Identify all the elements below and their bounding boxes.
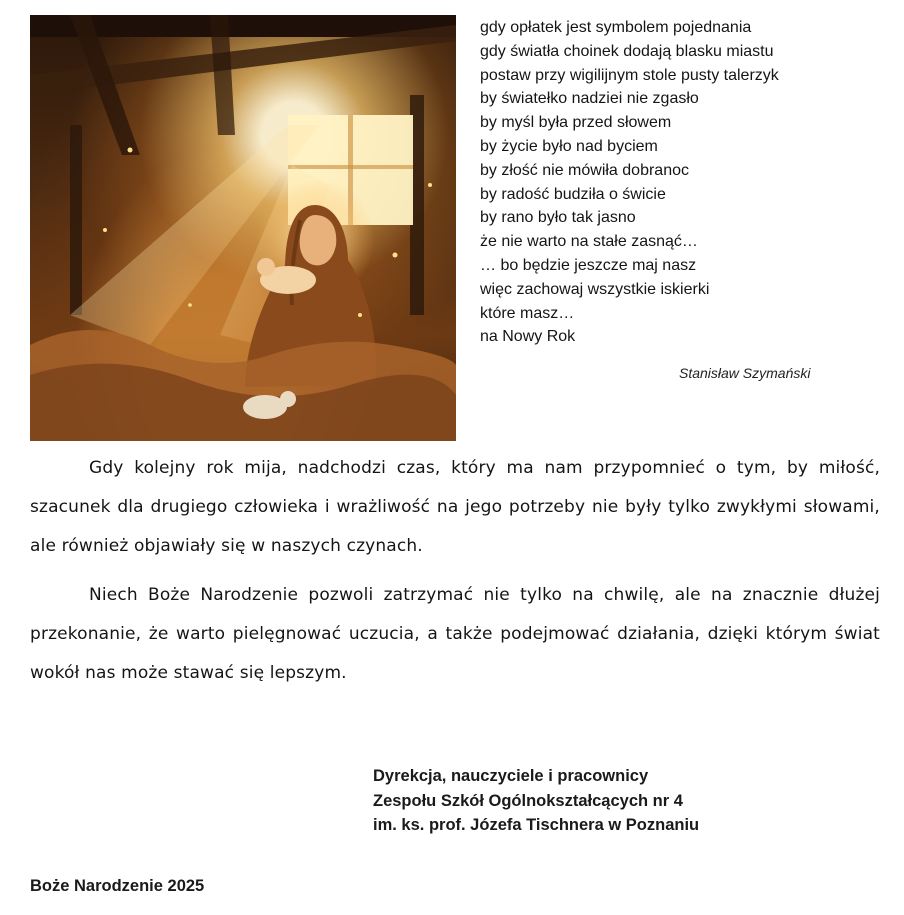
poem-line: które masz… <box>480 304 575 322</box>
window-frame <box>288 165 413 169</box>
signature-line: im. ks. prof. Józefa Tischnera w Poznaniu <box>373 816 700 834</box>
poem-line: by radość budziła o świcie <box>480 185 666 203</box>
signature-line: Dyrekcja, nauczyciele i pracownicy <box>373 767 649 785</box>
footer-date: Boże Narodzenie 2025 <box>30 877 205 895</box>
poem <box>480 16 880 349</box>
poem-line: by rano było tak jasno <box>480 209 636 227</box>
poem-line: by życie było nad byciem <box>480 137 658 155</box>
poem-line: by światełko nadziei nie zgasło <box>480 90 699 108</box>
body-paragraph-1: Gdy kolejny rok mija, nadchodzi czas, który ma nam przypomnieć o tym, by miłość, szacunek dla drugiego człowieka i wrażliwość na jego potrzeby nie były tylko zwykłymi słowami, ale również objawiały się w naszych czynach. <box>30 458 880 556</box>
poem-line: że nie warto na stałe zasnąć… <box>480 233 698 251</box>
signature-block <box>373 764 699 838</box>
body-paragraph-2: Niech Boże Narodzenie pozwoli zatrzymać nie tylko na chwilę, ale na znacznie dłużej przekonanie, że warto pielęgnować uczucia, a także podejmować działania, dzięki którym świat wokół nas może stawać się lepszym. <box>30 585 880 683</box>
sparkle <box>428 183 432 187</box>
poem-line: gdy opłatek jest symbolem pojednania <box>480 19 752 36</box>
nativity-scene-drawing <box>30 15 456 441</box>
signature-line: Zespołu Szkół Ogólnokształcących nr 4 <box>373 791 683 810</box>
poem-line: by myśl była przed słowem <box>480 114 672 132</box>
poem-line: na Nowy Rok <box>480 328 576 346</box>
poem-line: więc zachowaj wszystkie iskierki <box>480 280 710 298</box>
sparkle <box>393 253 398 258</box>
sparkle <box>103 228 107 232</box>
poem-line: postaw przy wigilijnym stole pusty talerzyk <box>480 66 779 84</box>
poem-line: by złość nie mówiła dobranoc <box>480 161 689 179</box>
nativity-illustration <box>30 15 456 441</box>
wall-post <box>70 125 82 315</box>
poem-line: gdy światła choinek dodają blasku miastu <box>480 42 774 60</box>
rabbit-head <box>280 391 296 407</box>
sparkle <box>188 303 192 307</box>
sparkle <box>358 313 362 317</box>
poem-line: … bo będzie jeszcze maj nasz <box>480 256 697 274</box>
baby-head <box>257 258 275 276</box>
mary-face <box>300 215 337 265</box>
sparkle <box>128 148 133 153</box>
poem-author: Stanisław Szymański <box>679 365 811 381</box>
